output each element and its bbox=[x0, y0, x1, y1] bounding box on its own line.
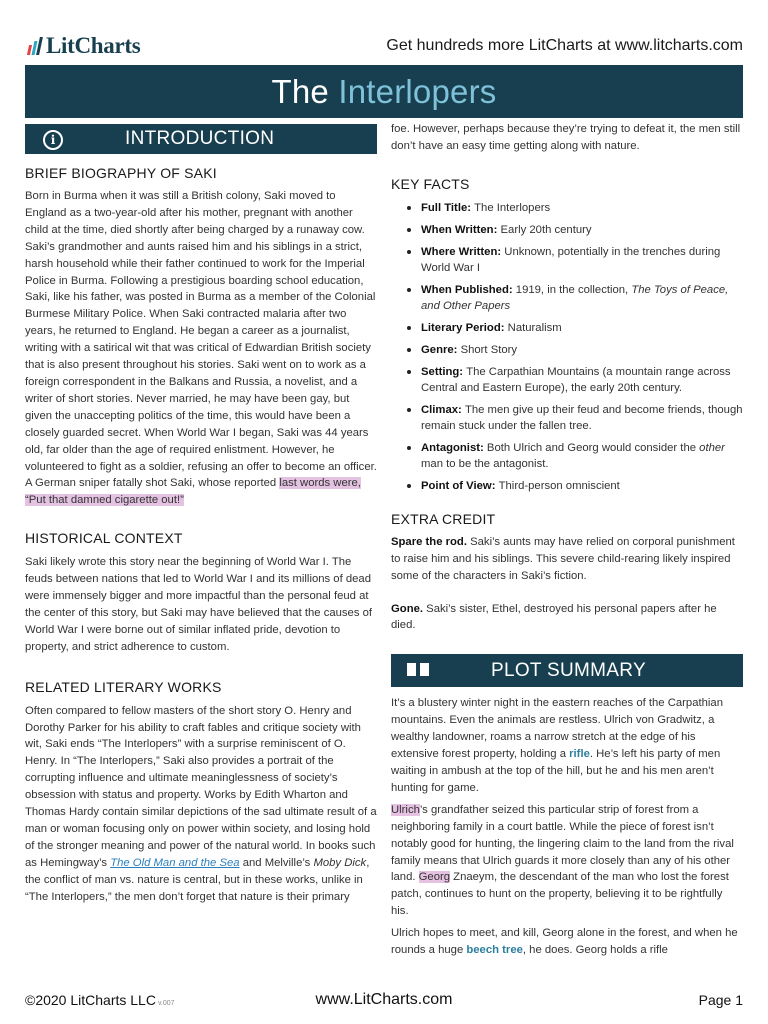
list-item: When Written: Early 20th century bbox=[391, 222, 743, 238]
book-icon bbox=[407, 663, 429, 676]
list-item: Climax: The men give up their feud and become friends, though remain stuck under the fallen tree. bbox=[391, 402, 743, 434]
list-item: Full Title: The Interlopers bbox=[391, 200, 743, 216]
biography-heading: BRIEF BIOGRAPHY OF SAKI bbox=[25, 165, 217, 181]
old-man-sea-link[interactable]: The Old Man and the Sea bbox=[110, 856, 240, 869]
plot-paragraph: It’s a blustery winter night in the eastern reaches of the Carpathian mountains. Even the animals are restless. Ulrich von Gradwitz, a wealthy landowner, roams a narrow stretch at the edge of his extensive forest property, holding a rifle. He’s left his party of men waiting in ambush at the top of the hill, but he and his men aren’t hunting for game. bbox=[391, 697, 723, 794]
header-tagline[interactable]: Get hundreds more LitCharts at www.litcharts.com bbox=[386, 37, 743, 54]
plot-paragraph: Ulrich’s grandfather seized this particular strip of forest from a neighboring family in a court battle. While the piece of forest isn’t notably good for hunting, the lingering claim to the land from the rival family means that Ulrich guards it more closely than any of his other land. Georg Znaeym, the descendant of the man who lost the forest patch, continues to hunt on the property, believing it to be rightfully his. bbox=[391, 803, 734, 918]
historical-heading: HISTORICAL CONTEXT bbox=[25, 530, 183, 547]
ulrich-highlight[interactable]: Ulrich bbox=[391, 803, 420, 816]
list-item: Where Written: Unknown, potentially in the trenches during World War I bbox=[391, 244, 743, 276]
title-bar bbox=[25, 65, 743, 118]
logo-text: LitCharts bbox=[46, 33, 141, 58]
top-header bbox=[25, 30, 743, 64]
beech-tree-link[interactable]: beech tree bbox=[466, 944, 523, 957]
list-item: Antagonist: Both Ulrich and Georg would consider the other man to be the antagonist. bbox=[391, 440, 743, 472]
extra-credit-item: Gone. Saki’s sister, Ethel, destroyed his personal papers after he died. bbox=[391, 602, 717, 632]
extra-credit-item: Spare the rod. Saki’s aunts may have relied on corporal punishment to raise him and his siblings. This severe child-rearing likely inspired some of the characters in Saki’s fiction. bbox=[391, 535, 735, 582]
related-text: Often compared to fellow masters of the short story O. Henry and Dorothy Parker for his ability to craft fables and critique society with wit, Saki ends “The Interlopers” with a surprise reminiscent of O. Henry. In “The Interlopers,” Saki also provides a portrait of the corrupting influence and ultimate meaninglessness of society’s obsession with status and property. Works by Edith Wharton and Thomas Hardy contain similar depictions of the sad ultimate result of a man or woman focusing only on power within society, and losing hold of the stronger meaning and power of the natural world. In books such as Hemingway’s The Old Man and the Sea and Melville’s Moby Dick, the conflict of man vs. nature is central, but in these works, unlike in “The Interlopers,” the men don’t forget that nature is their primary bbox=[25, 704, 377, 903]
info-icon: i bbox=[43, 130, 63, 150]
footer-site-link[interactable]: www.LitCharts.com bbox=[315, 991, 453, 1008]
highlighted-quote[interactable]: last words were, “Put that damned cigarette out!” bbox=[25, 477, 361, 507]
list-item: Genre: Short Story bbox=[391, 342, 743, 358]
logo-bars-icon bbox=[28, 37, 41, 55]
georg-highlight[interactable]: Georg bbox=[418, 871, 451, 884]
copyright: ©2020 LitCharts LLC v.007 bbox=[25, 992, 175, 1008]
related-heading: RELATED LITERARY WORKS bbox=[25, 678, 222, 695]
litcharts-logo[interactable] bbox=[28, 33, 140, 59]
plot-paragraph: Ulrich hopes to meet, and kill, Georg alone in the forest, and when he rounds a huge beech tree, he does. Georg holds a rifle bbox=[391, 927, 738, 957]
page-footer bbox=[25, 990, 743, 1010]
title-highlight: Interlopers bbox=[338, 72, 497, 110]
key-facts-heading: KEY FACTS bbox=[391, 175, 470, 192]
left-column bbox=[25, 124, 377, 906]
biography-text: Born in Burma when it was still a British colony, Saki moved to England as a two-year-old after his mother, pregnant with another child at the time, died shortly after being charged by a runaway cow. Saki’s grandmother and aunts raised him and his siblings in a strict, harsh household while their father continued to work for the Imperial Police in Burma. Following a prestigious boarding school education, Saki, like his father, was posted in Burma as a member of the Colonial Burmese Military Police. When Saki contracted malaria after two years, he returned to England. He began a career as a journalist, writing with a satirical wit that was critical of Edwardian British society that is also present throughout his stories. Saki went on to work as a foreign correspondent in the Balkans and Russia, a novelist, and a writer of short stories. Never married, he may have been gay, but given the unaccepting politics of the time, this would have been a closely guarded secret. When World War I began, Saki was 44 years old, far older than the age of required enlistment. However, he volunteered to fight as a soldier, refusing an offer to become an officer. A German sniper fatally shot Saki, whose reported last words were, “Put that damned cigarette out!” bbox=[25, 190, 377, 507]
page-number: Page 1 bbox=[698, 992, 743, 1008]
introduction-title: INTRODUCTION bbox=[125, 128, 275, 149]
list-item: Setting: The Carpathian Mountains (a mountain range across Central and Eastern Europe), the early 20th century. bbox=[391, 364, 743, 396]
related-text-continued: foe. However, perhaps because they’re trying to defeat it, the men still don’t have an easy time getting along with nature. bbox=[391, 123, 741, 152]
rifle-link[interactable]: rifle bbox=[569, 748, 590, 761]
key-facts-list bbox=[391, 200, 743, 494]
introduction-header bbox=[25, 124, 377, 154]
plot-summary-header bbox=[391, 654, 743, 687]
plot-summary-title: PLOT SUMMARY bbox=[491, 659, 646, 681]
list-item: Literary Period: Naturalism bbox=[391, 320, 743, 336]
right-column bbox=[391, 121, 743, 959]
list-item: Point of View: Third-person omniscient bbox=[391, 478, 743, 494]
page-title: The Interlopers bbox=[271, 72, 497, 110]
extra-credit-heading: EXTRA CREDIT bbox=[391, 510, 496, 527]
list-item: When Published: 1919, in the collection, The Toys of Peace, and Other Papers bbox=[391, 282, 743, 314]
historical-text: Saki likely wrote this story near the beginning of World War I. The feuds between nations that led to World War I and its millions of dead were immensely bigger and more impactful than the personal feud at the center of this story, but Saki may have believed that the causes of World War I were borne out of similar inflated pride, devotion to property, and strict adherence to custom. bbox=[25, 556, 373, 653]
